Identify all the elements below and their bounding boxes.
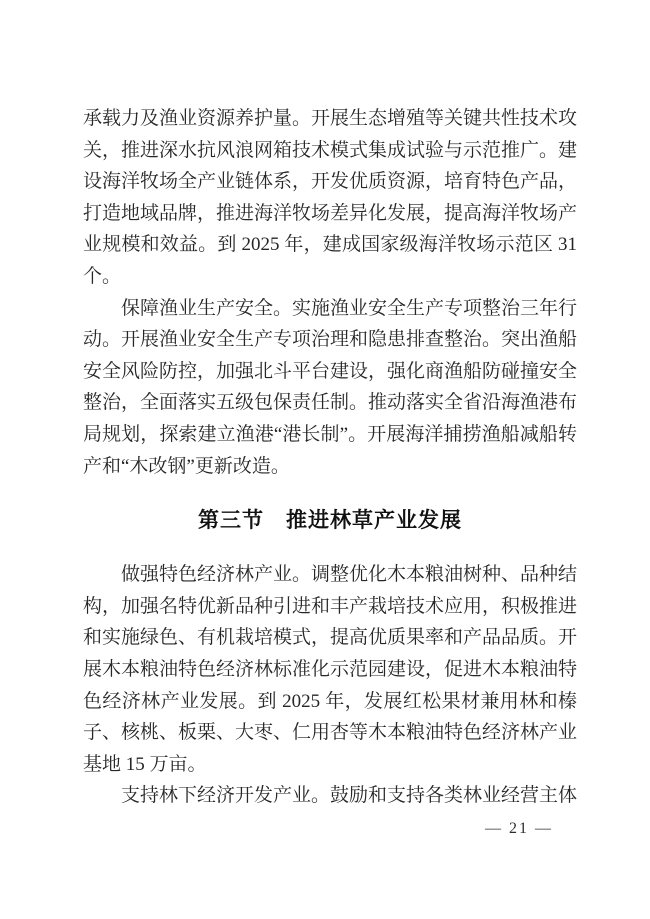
paragraph-fishery-safety: 保障渔业生产安全。实施渔业安全生产专项整治三年行动。开展渔业安全生产专项治理和隐患排查整治。突出渔船安全风险防控，加强北斗平台建设，强化商渔船防碰撞安全整治，全面落实五级包保责任制。推动落实全省沿海渔港布局规划，探索建立渔港“港长制”。开展海洋捕捞渔船减船转产和“木改钢”更新改造。: [83, 297, 578, 477]
section-heading: 第三节 推进林草产业发展: [198, 509, 462, 533]
paragraph-economic-forest: 做强特色经济林产业。调整优化木本粮油树种、品种结构，加强名特优新品种引进和丰产栽培技术应用，积极推进和实施绿色、有机栽培模式，提高优质果率和产品品质。开展木本粮油特色经济林标准化示范园建设，促进木本粮油特色经济林产业发展。到 2025 年，发展红松果材兼用林和榛子、核桃、板栗、大枣、仁用杏等木本粮油特色经济林产业基地 15 万亩。: [83, 564, 578, 775]
document-body: [83, 103, 577, 812]
paragraph-understory-economy: 支持林下经济开发产业。鼓励和支持各类林业经营主体: [121, 785, 578, 807]
page-number: — 21 —: [485, 820, 553, 837]
paragraph-marine-ranching-continuation: 承载力及渔业资源养护量。开展生态增殖等关键共性技术攻关，推进深水抗风浪网箱技术模式集成试验与示范推广。建设海洋牧场全产业链体系，开发优质资源，培育特色产品，打造地域品牌，推进海洋牧场差异化发展，提高海洋牧场产业规模和效益。到 2025 年，建成国家级海洋牧场示范区 31 个。: [83, 108, 578, 287]
